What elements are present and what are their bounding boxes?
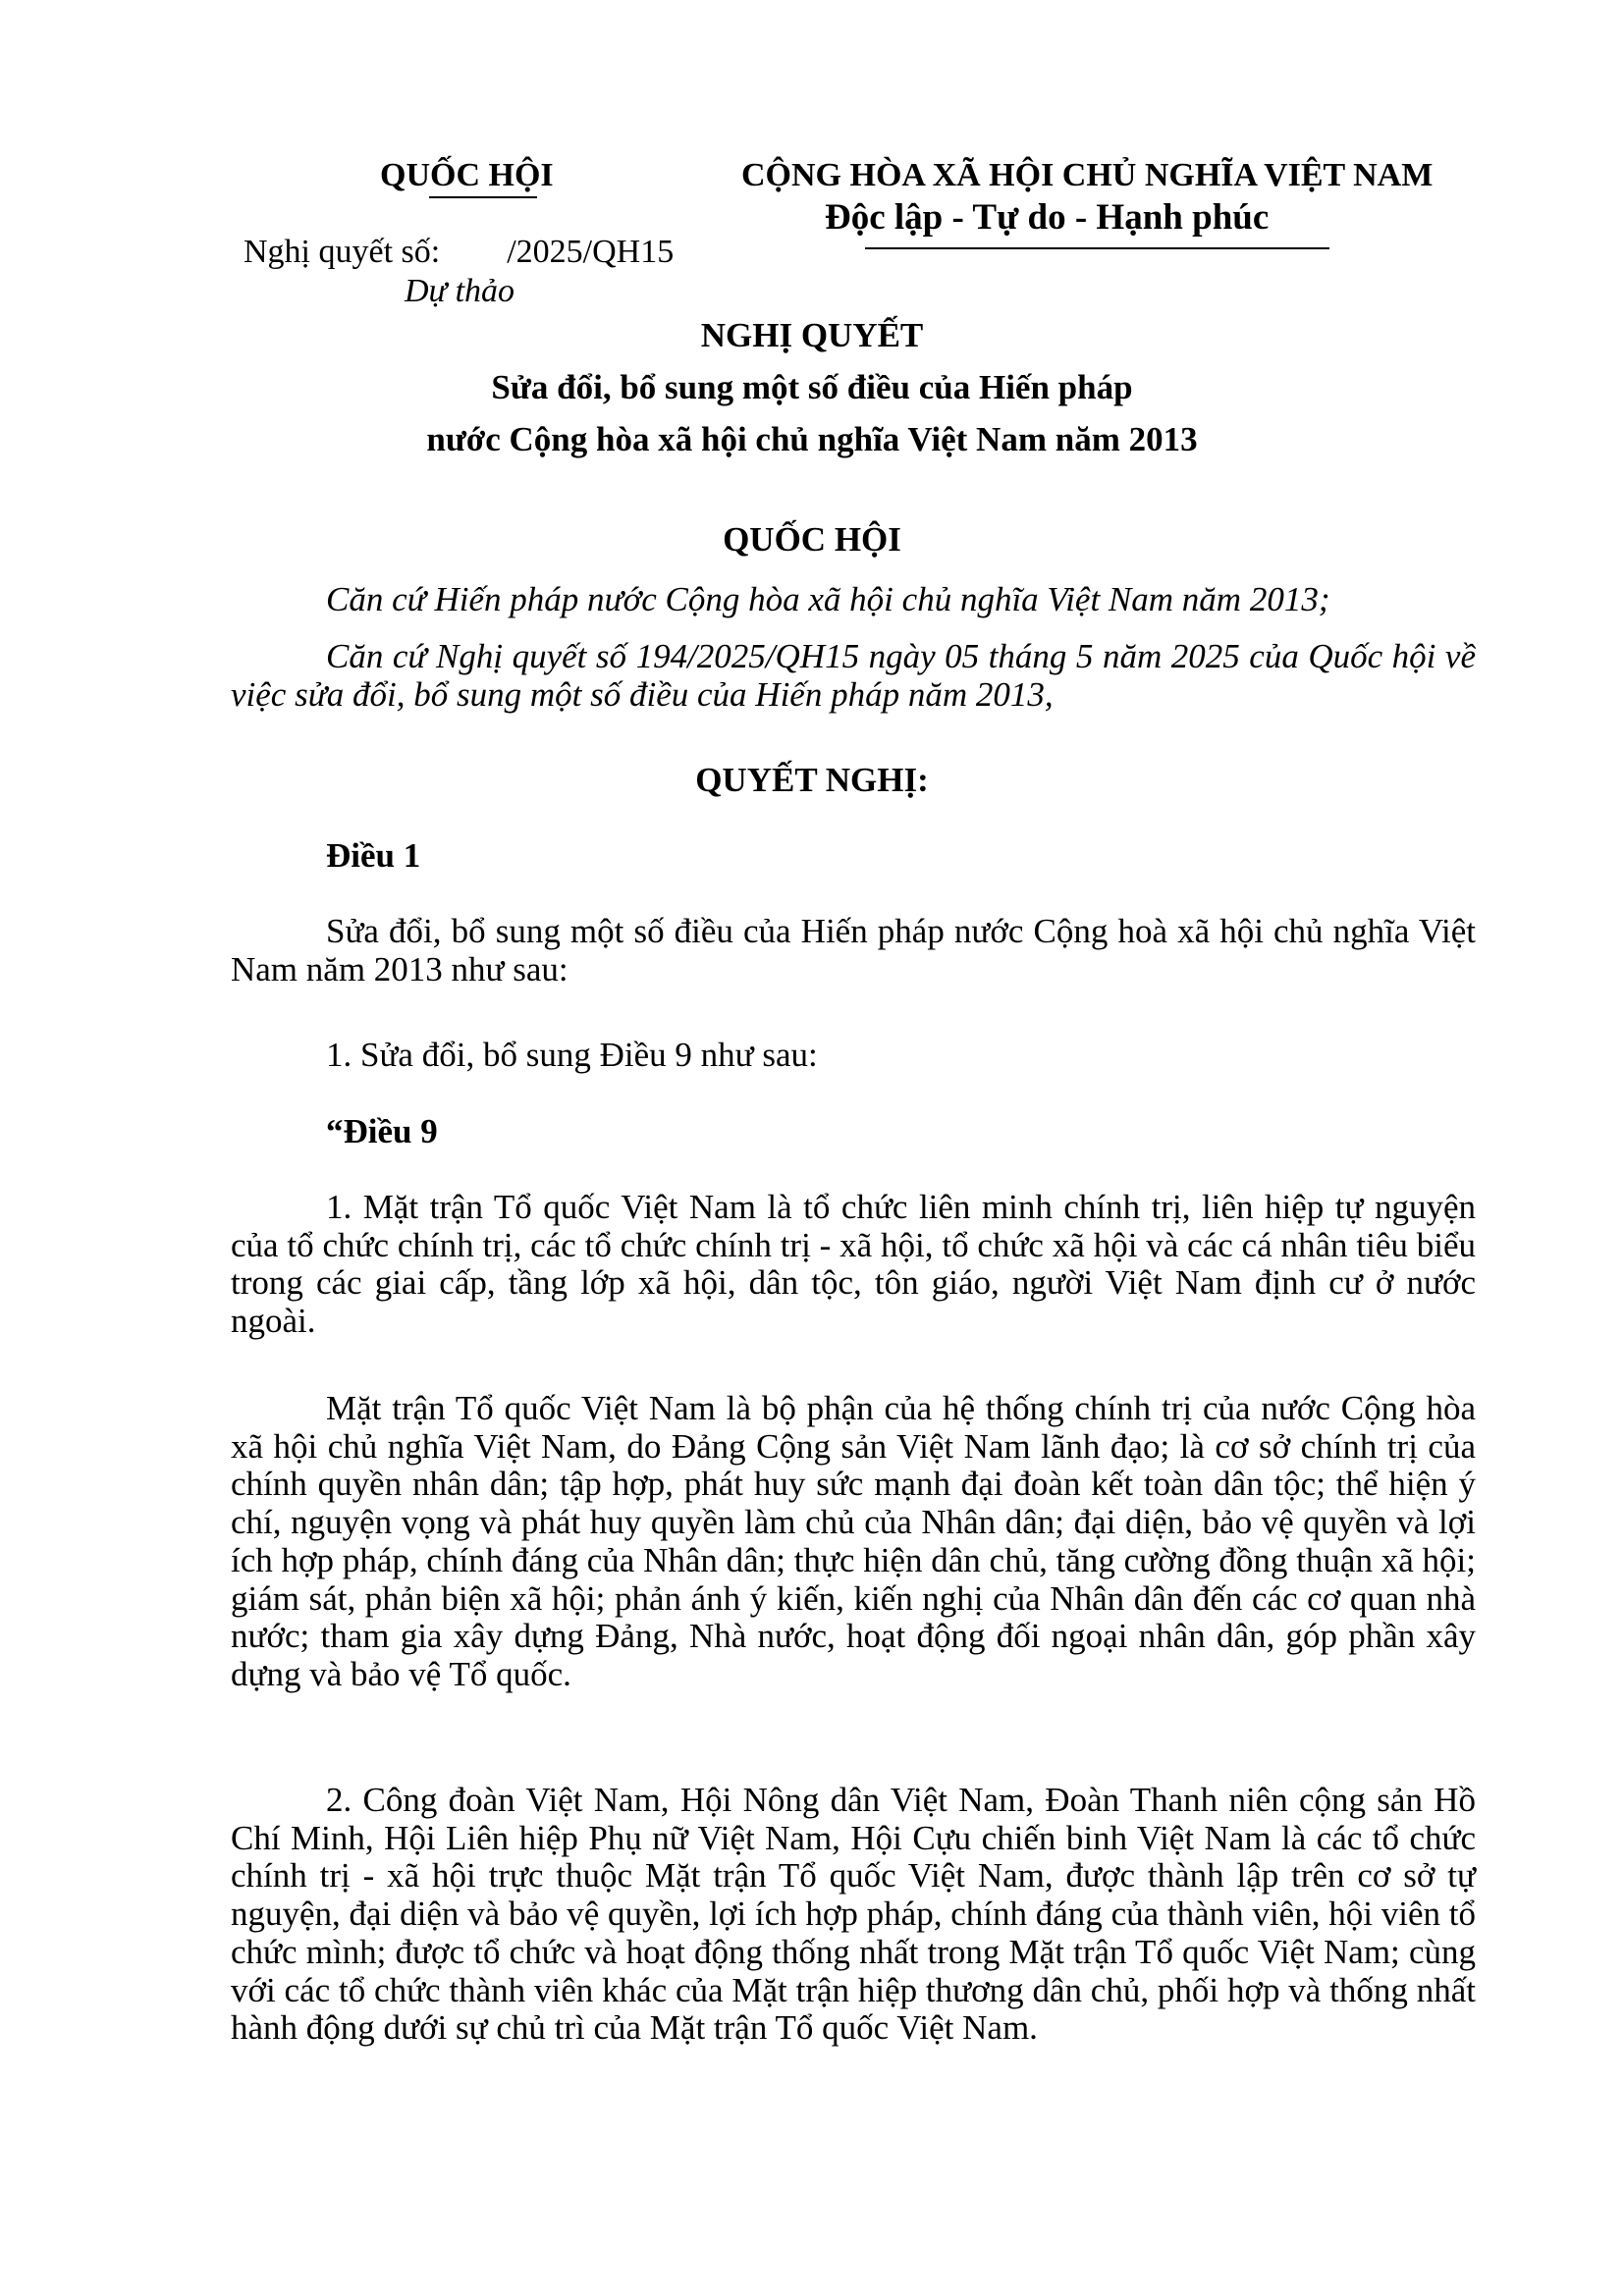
document-title-line-1: Sửa đổi, bổ sung một số điều của Hiến pháp — [491, 368, 1133, 406]
article-9-heading: “Điều 9 — [326, 1112, 438, 1150]
document-type: NGHỊ QUYẾT — [700, 316, 924, 354]
article-1-heading: Điều 1 — [326, 836, 421, 875]
authority-underline — [429, 196, 537, 198]
legal-basis-1: Căn cứ Hiến pháp nước Cộng hòa xã hội chủ nghĩa Việt Nam năm 2013; — [326, 580, 1330, 618]
article-9-clause-2: 2. Công đoàn Việt Nam, Hội Nông dân Việt Nam, Đoàn Thanh niên cộng sản Hồ Chí Minh, Hội Liên hiệp Phụ nữ Việt Nam, Hội Cựu chiến binh Việt Nam là các tổ chức chính trị - xã hội trực thuộc Mặt trận Tổ quốc Việt Nam, được thành lập trên cơ sở tự nguyện, đại diện và bảo vệ quyền, lợi ích hợp pháp, chính đáng của thành viên, hội viên tổ chức mình; được tổ chức và hoạt động thống nhất trong Mặt trận Tổ quốc Việt Nam; cùng với các tổ chức thành viên khác của Mặt trận hiệp thương dân chủ, phối hợp và thống nhất hành động dưới sự chủ trì của Mặt trận Tổ quốc Việt Nam. — [231, 1781, 1476, 2048]
draft-label: Dự thảo — [405, 273, 515, 309]
article-9-paragraph-2: Mặt trận Tổ quốc Việt Nam là bộ phận của hệ thống chính trị của nước Cộng hòa xã hội chủ nghĩa Việt Nam, do Đảng Cộng sản Việt Nam lãnh đạo; là cơ sở chính trị của chính quyền nhân dân; tập hợp, phát huy sức mạnh đại đoàn kết toàn dân tộc; thể hiện ý chí, nguyện vọng và phát huy quyền làm chủ của Nhân dân; đại diện, bảo vệ quyền và lợi ích hợp pháp, chính đáng của Nhân dân; thực hiện dân chủ, tăng cường đồng thuận xã hội; giám sát, phản biện xã hội; phản ánh ý kiến, kiến nghị của Nhân dân đến các cơ quan nhà nước; tham gia xây dựng Đảng, Nhà nước, hoạt động đối ngoại nhân dân, góp phần xây dựng và bảo vệ Tổ quốc. — [231, 1389, 1476, 1693]
issuing-authority: QUỐC HỘI — [380, 157, 554, 193]
legal-basis-2: Căn cứ Nghị quyết số 194/2025/QH15 ngày 05 tháng 5 năm 2025 của Quốc hội về việc sửa đổi, bổ sung một số điều của Hiến pháp năm 2013, — [231, 637, 1476, 714]
article-1-intro: Sửa đổi, bổ sung một số điều của Hiến pháp nước Cộng hoà xã hội chủ nghĩa Việt Nam năm 2013 như sau: — [231, 912, 1476, 988]
article-1-item-1: 1. Sửa đổi, bổ sung Điều 9 như sau: — [326, 1036, 818, 1074]
motto-underline — [865, 247, 1329, 249]
resolves-heading: QUYẾT NGHỊ: — [695, 761, 929, 799]
country-name: CỘNG HÒA XÃ HỘI CHỦ NGHĨA VIỆT NAM — [741, 157, 1434, 193]
national-motto: Độc lập - Tự do - Hạnh phúc — [825, 197, 1270, 238]
resolution-number: Nghị quyết số: /2025/QH15 — [244, 234, 675, 270]
issuer-heading: QUỐC HỘI — [723, 520, 901, 559]
document-title-line-2: nước Cộng hòa xã hội chủ nghĩa Việt Nam năm 2013 — [426, 420, 1198, 458]
article-9-clause-1: 1. Mặt trận Tổ quốc Việt Nam là tổ chức liên minh chính trị, liên hiệp tự nguyện của tổ chức chính trị, các tổ chức chính trị - xã hội, tổ chức xã hội và các cá nhân tiêu biểu trong các giai cấp, tầng lớp xã hội, dân tộc, tôn giáo, người Việt Nam định cư ở nước ngoài. — [231, 1188, 1476, 1341]
